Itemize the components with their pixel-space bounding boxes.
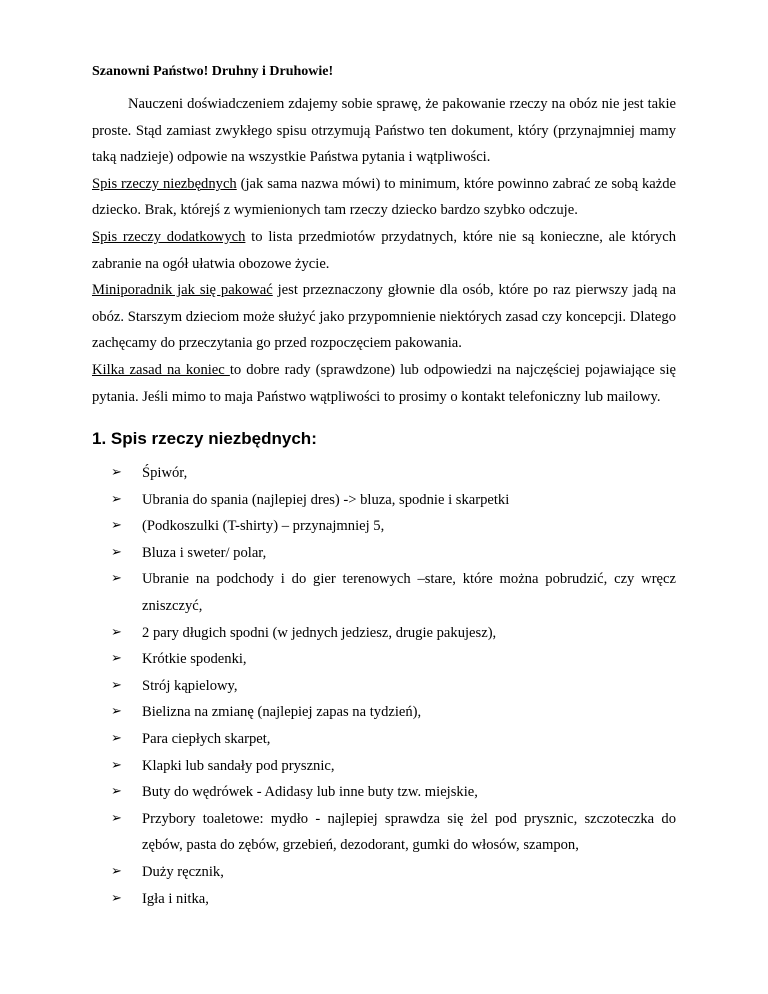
arrowhead-bullet-icon: ➢ [111, 810, 122, 826]
list-item-text: Śpiwór, [142, 465, 188, 481]
arrowhead-bullet-icon: ➢ [111, 651, 122, 667]
list-item-text: Przybory toaletowe: mydło - najlepiej sprawdza się żel pod prysznic, szczoteczka do zębów, pasta do zębów, grzebień, dezodorant, gumki do włosów, szampon, [142, 810, 676, 854]
list-item [92, 620, 676, 647]
list-item-text: Duży ręcznik, [142, 863, 224, 880]
list-item [92, 726, 676, 753]
list-item [92, 673, 676, 700]
list-item [92, 753, 676, 780]
arrowhead-bullet-icon: ➢ [111, 784, 122, 800]
overview-desc-extras: to lista przedmiotów przydatnych, które nie są konieczne, ale których zabranie na ogół ułatwia obozowe życie. [92, 228, 677, 272]
arrowhead-bullet-icon: ➢ [111, 465, 122, 480]
list-item-text: Ubranie na podchody i do gier terenowych –stare, które można pobrudzić, czy wręcz zniszczyć, [142, 571, 676, 614]
list-item-text: Bielizna na zmianę (najlepiej zapas na tydzień), [142, 704, 422, 721]
list-item [92, 806, 676, 859]
overview-paragraph-final-rules [92, 357, 676, 410]
list-item [92, 487, 676, 514]
arrowhead-bullet-icon: ➢ [111, 704, 122, 720]
list-item [92, 540, 676, 567]
arrowhead-bullet-icon: ➢ [111, 571, 122, 587]
list-item-text: (Podkoszulki (T-shirty) – przynajmniej 5, [142, 518, 385, 535]
intro-paragraph: Nauczeni doświadczeniem zdajemy sobie sprawę, że pakowanie rzeczy na obóz nie jest takie proste. Stąd zamiast zwykłego spisu otrzymują Państwo ten dokument, który (przynajmniej mamy taką nadzieje) odpowie na wszystkie Państwa pytania i wątpliwości. [92, 96, 676, 166]
list-item [92, 646, 676, 673]
overview-desc-packing-guide: jest przeznaczony głownie dla osób, które po raz pierwszy jadą na obóz. Starszym dzieciom może służyć jako przypomnienie niektórych zasad czy koncepcji. Dlatego zachęcamy do przeczytania go przed rozpoczęciem pakowania. [92, 282, 676, 352]
list-item-text: 2 pary długich spodni (w jednych jedziesz, drugie pakujesz), [142, 624, 497, 641]
arrowhead-bullet-icon: ➢ [111, 730, 122, 746]
intro-body [92, 91, 676, 410]
arrowhead-bullet-icon: ➢ [111, 757, 122, 773]
greeting-heading: Szanowni Państwo! Druhny i Druhowie! [92, 64, 334, 79]
overview-desc-final-rules: to dobre rady (sprawdzone) lub odpowiedzi na najczęściej pojawiające się pytania. Jeśli mimo to maja Państwo wątpliwości to prosimy o kontakt telefoniczny lub mailowy. [92, 361, 676, 405]
overview-desc-essentials: (jak sama nazwa mówi) to minimum, które powinno zabrać ze sobą każde dziecko. Brak, którejś z wymienionych tam rzeczy dziecko bardzo szybko odczuje. [92, 175, 676, 219]
list-item [92, 513, 676, 540]
section-1-heading: 1. Spis rzeczy niezbędnych: [92, 429, 317, 448]
arrowhead-bullet-icon: ➢ [111, 677, 122, 693]
overview-title-final-rules: Kilka zasad na koniec [92, 361, 230, 378]
arrowhead-bullet-icon: ➢ [111, 890, 122, 906]
list-item-text: Strój kąpielowy, [142, 677, 238, 694]
overview-paragraph-packing-guide [92, 277, 676, 357]
overview-paragraph-essentials [92, 171, 676, 224]
arrowhead-bullet-icon: ➢ [111, 863, 122, 879]
overview-title-packing-guide: Miniporadnik jak się pakować [92, 282, 273, 299]
list-item [92, 460, 676, 487]
list-item [92, 859, 676, 886]
arrowhead-bullet-icon: ➢ [111, 544, 122, 560]
list-item-text: Buty do wędrówek - Adidasy lub inne buty tzw. miejskie, [142, 784, 478, 801]
list-item-text: Igła i nitka, [142, 890, 209, 907]
overview-paragraph-extras [92, 224, 676, 277]
list-item [92, 779, 676, 806]
list-item-text: Klapki lub sandały pod prysznic, [142, 757, 335, 774]
list-item-text: Ubrania do spania (najlepiej dres) -> bluza, spodnie i skarpetki [142, 491, 510, 508]
arrowhead-bullet-icon: ➢ [111, 624, 122, 640]
list-item [92, 566, 676, 619]
list-item [92, 886, 676, 913]
list-item-text: Krótkie spodenki, [142, 651, 247, 668]
list-item [92, 699, 676, 726]
arrowhead-bullet-icon: ➢ [111, 518, 122, 534]
overview-title-extras: Spis rzeczy dodatkowych [92, 228, 246, 245]
overview-title-essentials: Spis rzeczy niezbędnych [92, 175, 237, 192]
arrowhead-bullet-icon: ➢ [111, 491, 122, 507]
list-item-text: Bluza i sweter/ polar, [142, 544, 267, 561]
list-item-text: Para ciepłych skarpet, [142, 730, 271, 747]
essentials-list [92, 460, 676, 912]
